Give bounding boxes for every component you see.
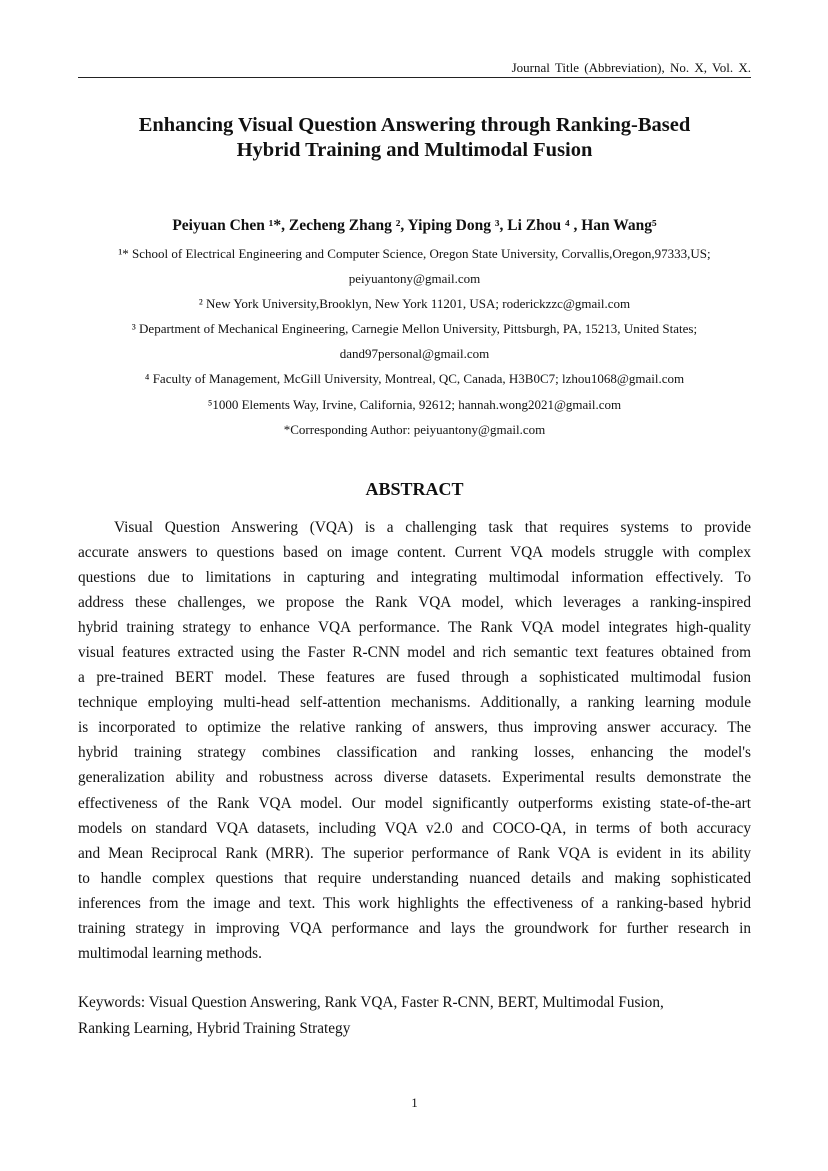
abstract-line: effectiveness of the Rank VQA model. Our model significantly outperforms existing state-of-the-art [78, 794, 751, 812]
affiliation-line: ² New York University,Brooklyn, New York 11201, USA; roderickzzc@gmail.com [198, 296, 631, 312]
page-number: 1 [411, 1095, 418, 1110]
affiliation-line: ⁴ Faculty of Management, McGill University, Montreal, QC, Canada, H3B0C7; lzhou1068@gmail.com [144, 371, 685, 387]
abstract-body [78, 515, 751, 966]
abstract-line: generalization ability and robustness across diverse datasets. Experimental results demonstrate the [78, 769, 751, 787]
abstract-line: a pre-trained BERT model. These features are fused through a sophisticated multimodal fusion [78, 669, 751, 687]
abstract-line: inferences from the image and text. This work highlights the effectiveness of a ranking-based hybrid [78, 894, 751, 912]
abstract-line: to handle complex questions that require understanding nuanced details and making sophisticated [78, 869, 751, 887]
header-rule [78, 77, 751, 78]
abstract-line: visual features extracted using the Faster R-CNN model and rich semantic text features obtained from [78, 644, 751, 662]
abstract-line: is incorporated to optimize the relative ranking of answers, thus improving answer accuracy. The [78, 719, 751, 737]
running-head: Journal Title (Abbreviation), No. X, Vol. X. [511, 60, 751, 75]
abstract-line: training strategy in improving VQA performance and lays the groundwork for further research in [78, 919, 751, 937]
abstract-line: Visual Question Answering (VQA) is a challenging task that requires systems to provide [114, 519, 751, 536]
abstract-line: multimodal learning methods. [78, 944, 262, 962]
abstract-line: questions due to limitations in capturing and integrating multimodal information effectively. To [78, 569, 751, 587]
affiliation-line: ³ Department of Mechanical Engineering, Carnegie Mellon University, Pittsburgh, PA, 15213, United States; [131, 321, 698, 337]
abstract-line: address these challenges, we propose the Rank VQA model, which leverages a ranking-inspired [78, 594, 751, 612]
corresponding-author: *Corresponding Author: peiyuantony@gmail.com [283, 421, 546, 437]
affiliations [78, 241, 751, 442]
affiliation-line: ¹* School of Electrical Engineering and Computer Science, Oregon State University, Corvallis,Oregon,97333,US; [118, 246, 711, 261]
affiliation-line: ⁵1000 Elements Way, Irvine, California, 92612; hannah.wong2021@gmail.com [207, 396, 622, 412]
keywords [78, 990, 751, 1041]
paper-title [78, 113, 751, 163]
affiliation-line: peiyuantony@gmail.com [348, 271, 481, 287]
paper-title-line-2: Hybrid Training and Multimodal Fusion [236, 139, 593, 161]
abstract-line: accurate answers to questions based on image content. Current VQA models struggle with complex [78, 544, 751, 562]
keywords-line-1: Keywords: Visual Question Answering, Rank VQA, Faster R-CNN, BERT, Multimodal Fusion, [78, 994, 664, 1011]
abstract-line: hybrid training strategy combines classification and ranking losses, enhancing the model's [78, 744, 751, 762]
paper-title-line-1: Enhancing Visual Question Answering through Ranking-Based [138, 114, 691, 136]
abstract-line: hybrid training strategy to enhance VQA performance. The Rank VQA model integrates high-quality [78, 619, 751, 637]
abstract-line: and Mean Reciprocal Rank (MRR). The superior performance of Rank VQA is evident in its ability [78, 844, 751, 862]
author-list: Peiyuan Chen ¹*, Zecheng Zhang ², Yiping Dong ³, Li Zhou ⁴ , Han Wang⁵ [172, 217, 657, 234]
abstract-heading: ABSTRACT [365, 479, 464, 499]
abstract-line: models on standard VQA datasets, including VQA v2.0 and COCO-QA, in terms of both accuracy [78, 819, 751, 837]
abstract-line: technique employing multi-head self-attention mechanisms. Additionally, a ranking learning module [78, 694, 751, 712]
affiliation-line: dand97personal@gmail.com [339, 346, 490, 362]
keywords-line-2: Ranking Learning, Hybrid Training Strategy [78, 1019, 351, 1037]
